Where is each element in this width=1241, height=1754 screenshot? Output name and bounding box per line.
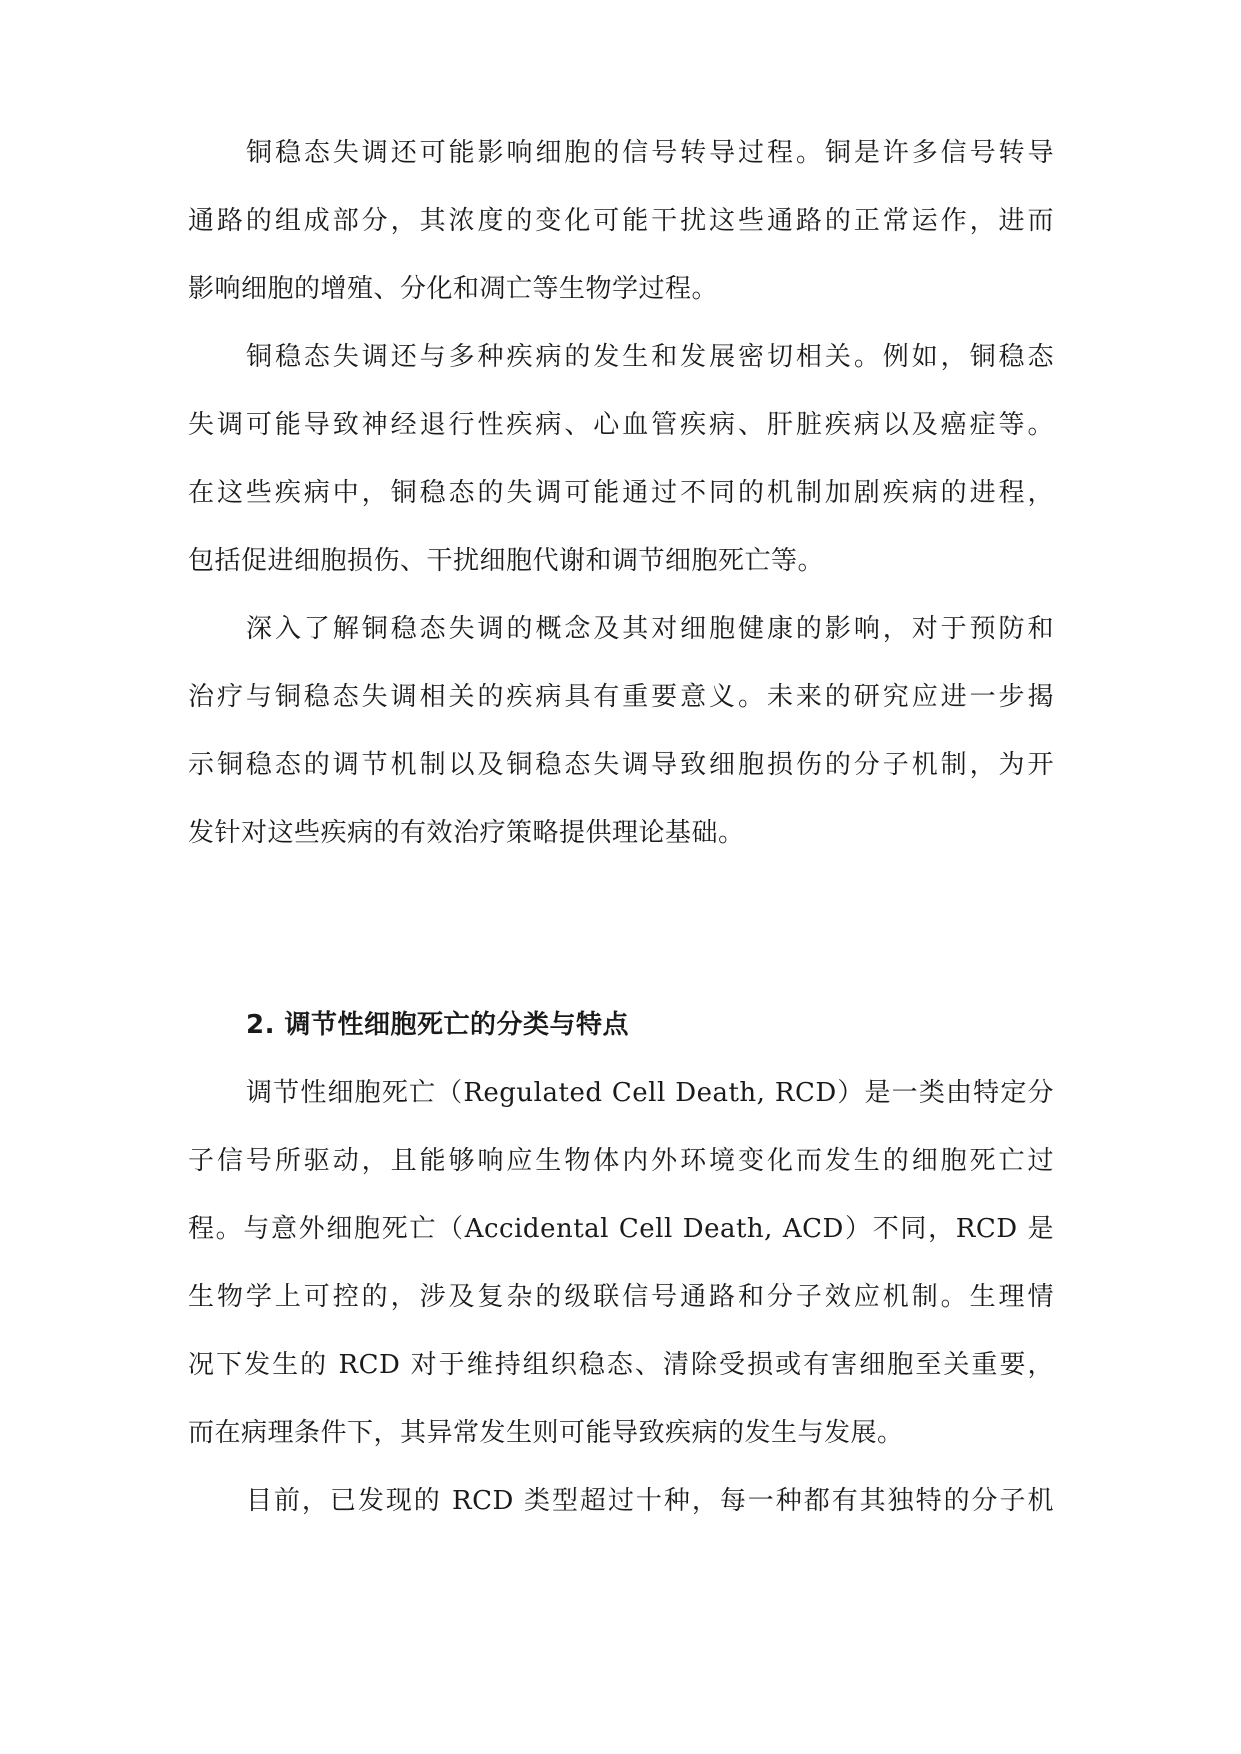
paragraph-1-line-3: 影响细胞的增殖、分化和凋亡等生物学过程。 xyxy=(188,274,719,304)
section-paragraph-1-line-6: 而在病理条件下，其异常发生则可能导致疾病的发生与发展。 xyxy=(188,1418,904,1448)
section-heading: 2. 调节性细胞死亡的分类与特点 xyxy=(246,1010,630,1040)
section-paragraph-1-line-4: 生物学上可控的，涉及复杂的级联信号通路和分子效应机制。生理情 xyxy=(188,1282,1054,1312)
section-paragraph-1-line-1: 调节性细胞死亡（Regulated Cell Death, RCD）是一类由特定分 xyxy=(246,1078,1054,1108)
paragraph-2-line-4: 包括促进细胞损伤、干扰细胞代谢和调节细胞死亡等。 xyxy=(188,546,825,576)
paragraph-3-line-3: 示铜稳态的调节机制以及铜稳态失调导致细胞损伤的分子机制，为开 xyxy=(188,750,1054,780)
paragraph-2-line-1: 铜稳态失调还与多种疾病的发生和发展密切相关。例如，铜稳态 xyxy=(246,342,1054,372)
paragraph-3-line-4: 发针对这些疾病的有效治疗策略提供理论基础。 xyxy=(188,818,745,848)
section-paragraph-1-line-3: 程。与意外细胞死亡（Accidental Cell Death, ACD）不同，RCD 是 xyxy=(188,1214,1054,1244)
paragraph-2-line-2: 失调可能导致神经退行性疾病、心血管疾病、肝脏疾病以及癌症等。 xyxy=(188,410,1054,440)
paragraph-2-line-3: 在这些疾病中，铜稳态的失调可能通过不同的机制加剧疾病的进程， xyxy=(188,478,1054,508)
paragraph-1-line-1: 铜稳态失调还可能影响细胞的信号转导过程。铜是许多信号转导 xyxy=(246,138,1054,168)
paragraph-3-line-2: 治疗与铜稳态失调相关的疾病具有重要意义。未来的研究应进一步揭 xyxy=(188,682,1054,712)
section-paragraph-2-line-1: 目前，已发现的 RCD 类型超过十种，每一种都有其独特的分子机 xyxy=(246,1486,1054,1516)
paragraph-1-line-2: 通路的组成部分，其浓度的变化可能干扰这些通路的正常运作，进而 xyxy=(188,206,1054,236)
paragraph-3-line-1: 深入了解铜稳态失调的概念及其对细胞健康的影响，对于预防和 xyxy=(246,614,1054,644)
section-paragraph-1-line-2: 子信号所驱动，且能够响应生物体内外环境变化而发生的细胞死亡过 xyxy=(188,1146,1054,1176)
section-paragraph-1-line-5: 况下发生的 RCD 对于维持组织稳态、清除受损或有害细胞至关重要， xyxy=(188,1350,1054,1380)
